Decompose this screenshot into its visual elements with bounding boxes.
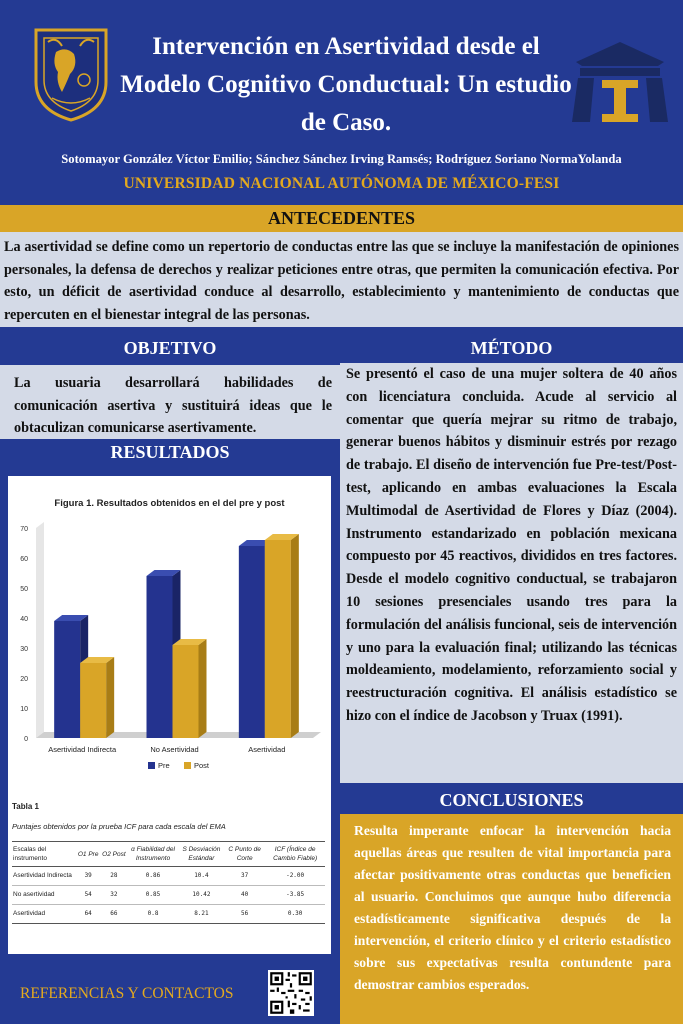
table-cell: 0.8 — [127, 905, 178, 924]
legend-swatch — [184, 762, 191, 769]
poster-header — [0, 0, 683, 205]
legend-swatch — [148, 762, 155, 769]
table-cell: 10.42 — [179, 886, 224, 905]
table-header-cell: Escalas del instrumento — [12, 842, 76, 867]
table-header-cell: C Punto de Corte — [224, 842, 265, 867]
table-cell: 8.21 — [179, 905, 224, 924]
table-cell: 32 — [101, 886, 128, 905]
unam-seal-icon — [26, 22, 116, 122]
bar-pre — [54, 621, 80, 738]
antecedentes-heading: ANTECEDENTES — [0, 205, 683, 232]
y-tick-label: 70 — [20, 526, 28, 533]
table-cell: 54 — [76, 886, 101, 905]
bar-pre — [147, 576, 173, 738]
authors-line: Sotomayor González Víctor Emilio; Sánchez Sánchez Irving Ramsés; Rodríguez Soriano NormaYolanda — [61, 152, 622, 166]
bar-post — [265, 540, 291, 738]
table-cell: Asertividad Indirecta — [12, 867, 76, 886]
objetivo-heading: OBJETIVO — [0, 335, 340, 362]
objetivo-text: La usuaria desarrollará habilidades de comunicación asertiva y sustituirá ideas que le obtaculizan comunicarse asertivamente. — [0, 365, 340, 439]
x-tick-label: Asertividad — [248, 745, 286, 754]
bar-side — [199, 639, 207, 738]
table-header-cell: ICF (Índice de Cambio Fiable) — [265, 842, 325, 867]
conclusiones-heading: CONCLUSIONES — [340, 786, 683, 814]
table-row — [12, 867, 325, 886]
bar-side — [106, 657, 114, 738]
metodo-heading: MÉTODO — [340, 335, 683, 362]
university-name: UNIVERSIDAD NACIONAL AUTÓNOMA DE MÉXICO-FESI — [123, 175, 560, 192]
table-cell: 0.30 — [265, 905, 325, 924]
results-panel — [8, 476, 331, 954]
bar-chart — [8, 516, 331, 816]
fesi-logo-icon — [568, 38, 672, 126]
resultados-heading: RESULTADOS — [0, 439, 340, 466]
metodo-text: Se presentó el caso de una mujer soltera de 40 años con licenciatura concluida. Acude al servicio al comentar que quería mejrar su ritmo de trabajo, generar buenos hábitos y disminuir estrés por rezago de trabajo. El diseño de intervención fue Pre-test/Post-test, aplicando en ambas evaluaciones la Escala Multimodal de Asertividad de Flores y Díaz (2004). Instrumento estandarizado en población mexicana compuesto por 45 reactivos, divididos en tres factores. Desde el modelo cognitivo conductual, se trabajaron 10 sesiones presenciales usando tres para la formulación del análisis funcional, seis de intervención y uno para la evaluación final; utilizando las técnicas moldeamiento, modelamiento, reforzamiento social y reestructuración cognitiva. El análisis estadístico se hizo con el índice de Jacobson y Truax (1991). — [340, 363, 683, 783]
table-cell: 0.85 — [127, 886, 178, 905]
table-cell: 40 — [224, 886, 265, 905]
qr-code-icon[interactable] — [268, 970, 314, 1016]
chart-side-wall — [36, 522, 44, 738]
poster-title: Intervención en Asertividad desde el Modelo Cognitivo Conductual: Un estudio de Caso. — [120, 33, 572, 136]
y-tick-label: 20 — [20, 676, 28, 683]
y-tick-label: 50 — [20, 586, 28, 593]
table-header-cell: O1 Pre — [76, 842, 101, 867]
y-tick-label: 30 — [20, 646, 28, 653]
y-tick-label: 0 — [24, 736, 28, 743]
x-tick-label: Asertividad Indirecta — [48, 745, 117, 754]
table-header-cell: S Desviación Estándar — [179, 842, 224, 867]
conclusiones-text: Resulta imperante enfocar la intervención hacia aquellas áreas que resulten de vital importancia para afectar positivamente otras conductas que beneficien al usuario. Concluimos que aunque hubo diferencia estadísticamente significativa después de la intervención, el criterio clínico y el criterio estadístico sobre sus expectativas resulta contundente para demostrar cambios esperados. — [340, 814, 683, 1024]
table-cell: 37 — [224, 867, 265, 886]
table-header-cell: α Fiabilidad del Instrumento — [127, 842, 178, 867]
table-cell: -3.85 — [265, 886, 325, 905]
table-cell: 39 — [76, 867, 101, 886]
legend-label: Post — [194, 761, 210, 770]
table-cell: Asertividad — [12, 905, 76, 924]
table-row — [12, 886, 325, 905]
y-tick-label: 10 — [20, 706, 28, 713]
bar-post — [173, 645, 199, 738]
table-cell: No asertividad — [12, 886, 76, 905]
icf-table — [12, 841, 325, 924]
y-tick-label: 60 — [20, 556, 28, 563]
table-title: Tabla 1 — [12, 802, 39, 811]
table-row — [12, 905, 325, 924]
bar-side — [291, 534, 299, 738]
table-cell: -2.00 — [265, 867, 325, 886]
y-tick-label: 40 — [20, 616, 28, 623]
bar-pre — [239, 546, 265, 738]
legend-label: Pre — [158, 761, 170, 770]
table-header-row — [12, 842, 325, 867]
table-cell: 28 — [101, 867, 128, 886]
antecedentes-text: La asertividad se define como un repertorio de conductas entre las que se incluye la manifestación de opiniones personales, la defensa de derechos y realizar peticiones entre otras, que permiten la comunicación efectiva. Por esto, un déficit de asertividad conduce al desarrollo, establecimiento y mantenimiento de conductas que repercuten en el bienestar integral de las personas. — [0, 232, 683, 327]
table-cell: 56 — [224, 905, 265, 924]
table-cell: 64 — [76, 905, 101, 924]
table-cell: 10.4 — [179, 867, 224, 886]
table-cell: 0.86 — [127, 867, 178, 886]
references-link[interactable]: REFERENCIAS Y CONTACTOS — [20, 985, 234, 1002]
chart-title: Figura 1. Resultados obtenidos en el del pre y post — [54, 498, 285, 509]
x-tick-label: No Asertividad — [150, 745, 199, 754]
table-subtitle: Puntajes obtenidos por la prueba ICF para cada escala del EMA — [12, 822, 226, 831]
table-cell: 66 — [101, 905, 128, 924]
table-header-cell: O2 Post — [101, 842, 128, 867]
bar-post — [80, 663, 106, 738]
